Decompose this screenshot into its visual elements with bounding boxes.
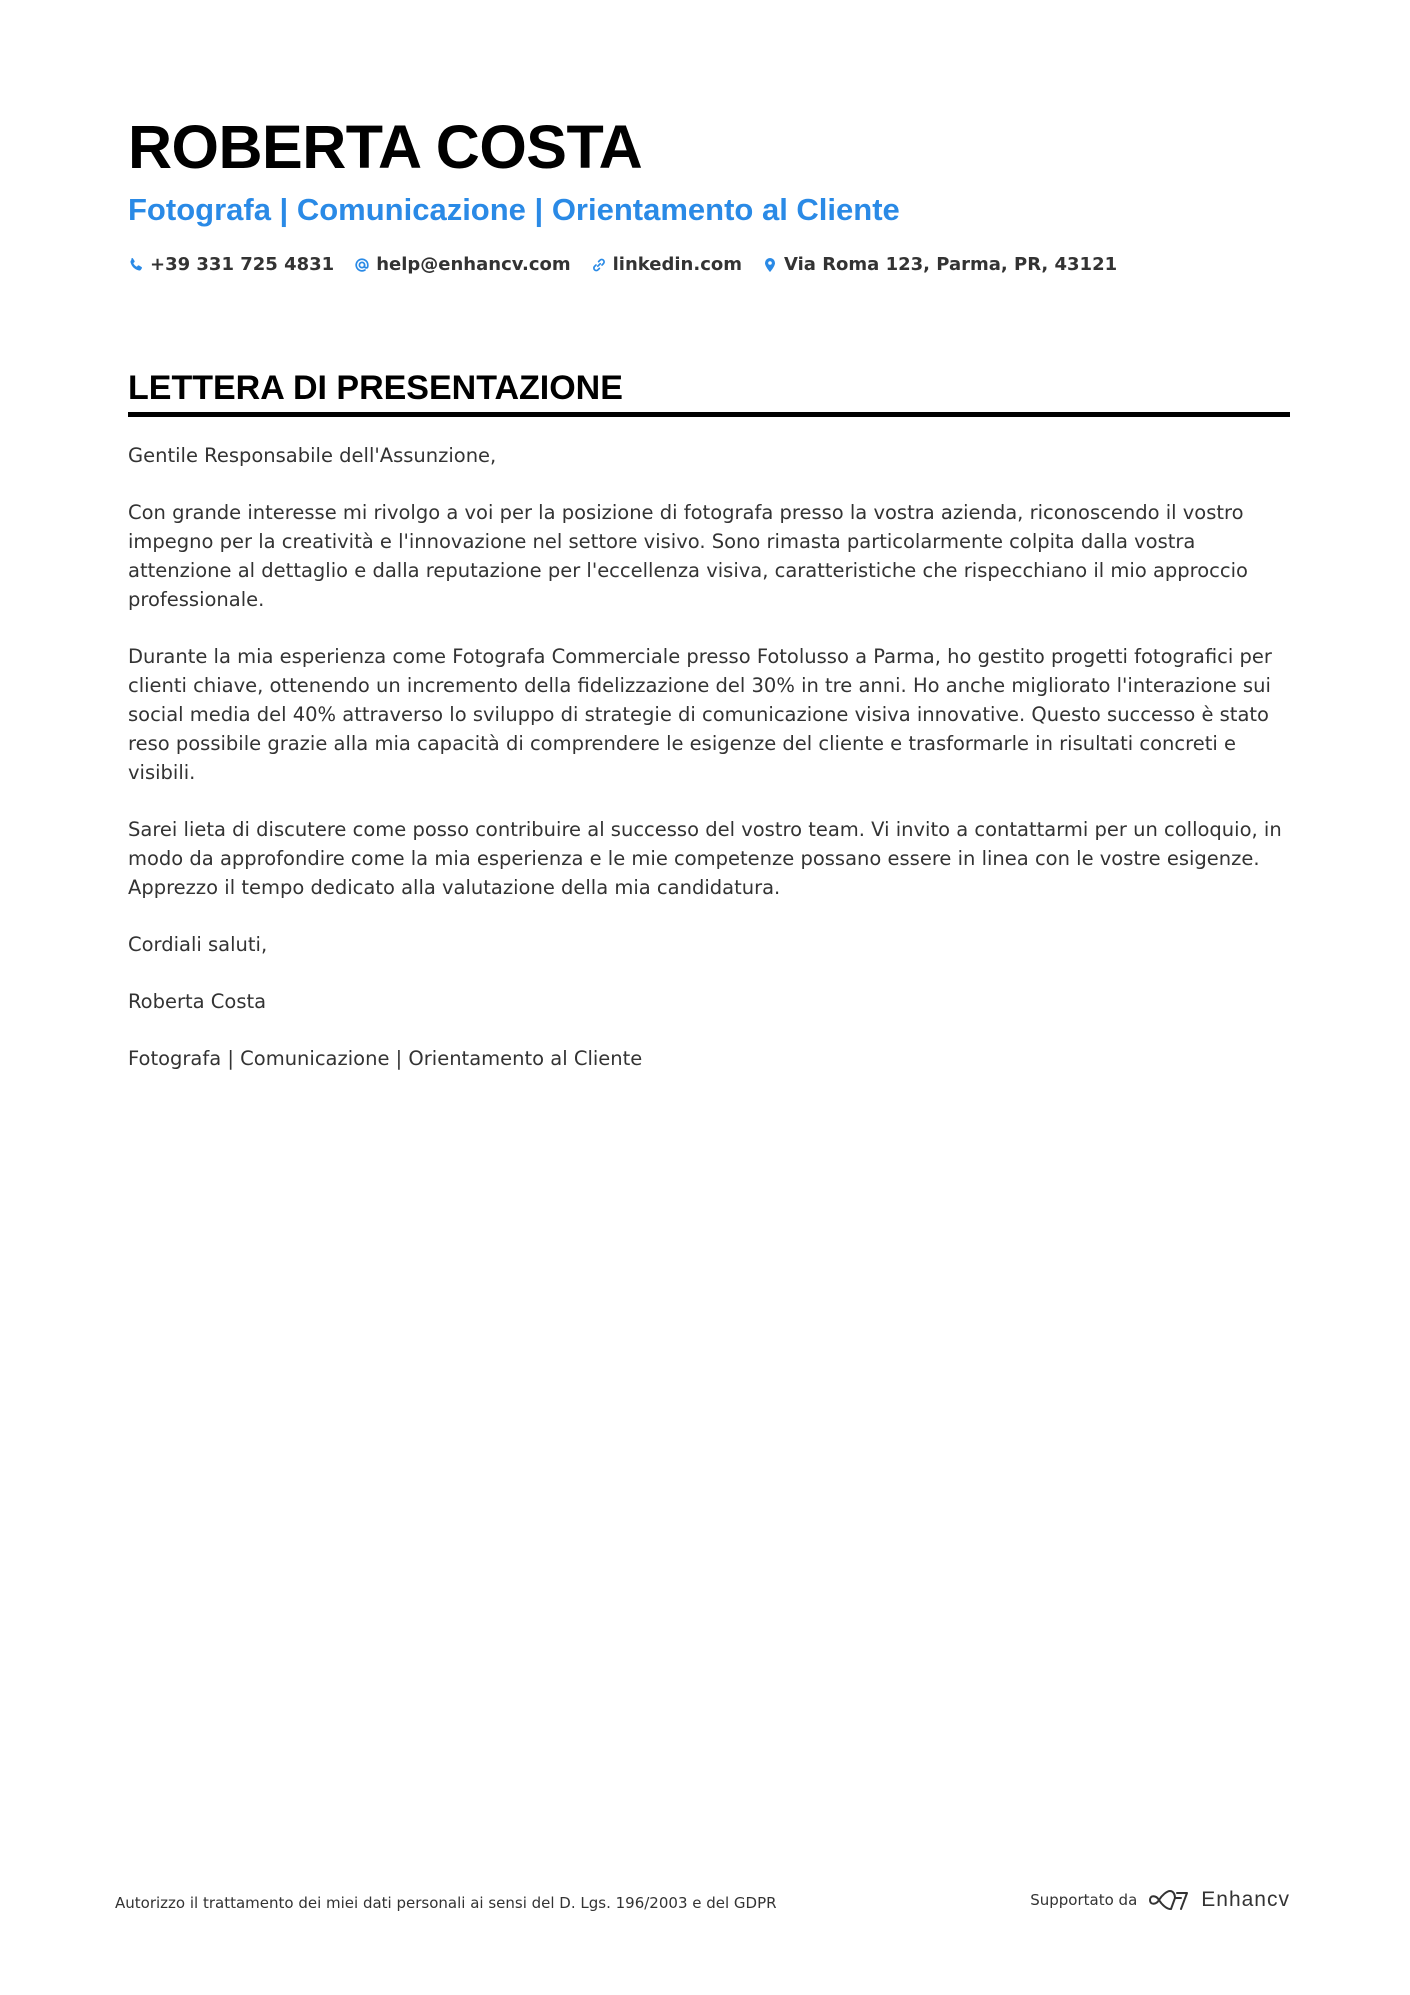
location-icon (762, 257, 778, 273)
signature-title: Fotografa | Comunicazione | Orientamento al Cliente (128, 1047, 643, 1070)
letter-paragraph: Durante la mia esperienza come Fotografa Commerciale presso Fotolusso a Parma, ho gestito progetti fotografici per clienti chiave, ottenendo un incremento della fidelizzazione del 30% in tre anni. Ho anche migliorato l'interazione sui social media del 40% attraverso lo sviluppo di strategie di comunicazione visiva innovative. Questo successo è stato reso possibile grazie alla mia capacità di comprendere le esigenze del cliente e trasformarle in risultati concreti e visibili. (128, 645, 1272, 784)
enhancv-logo-icon (1147, 1888, 1193, 1912)
at-icon (354, 257, 370, 273)
contact-email[interactable] (354, 254, 570, 275)
letter-greeting: Gentile Responsabile dell'Assunzione, (128, 444, 497, 467)
candidate-tagline: Fotografa | Comunicazione | Orientamento al Cliente (128, 192, 900, 227)
link-icon (591, 257, 607, 273)
linkedin-text: linkedin.com (612, 254, 742, 275)
contact-linkedin[interactable] (591, 254, 742, 275)
brand-logo[interactable] (1147, 1888, 1290, 1912)
privacy-consent: Autorizzo il trattamento dei miei dati personali ai sensi del D. Lgs. 196/2003 e del GDPR (115, 1894, 777, 1912)
letter-closing: Cordiali saluti, (128, 933, 268, 956)
address-text: Via Roma 123, Parma, PR, 43121 (784, 254, 1118, 275)
powered-by-label: Supportato da (1030, 1891, 1138, 1909)
contact-phone (128, 254, 334, 275)
letter-paragraph: Sarei lieta di discutere come posso contribuire al successo del vostro team. Vi invito a contattarmi per un colloquio, in modo da approfondire come la mia esperienza e le mie competenze possano essere in linea con le vostre esigenze. Apprezzo il tempo dedicato alla valutazione della mia candidatura. (128, 818, 1282, 899)
signature-name: Roberta Costa (128, 990, 267, 1013)
contact-address (762, 254, 1117, 275)
email-text: help@enhancv.com (376, 254, 571, 275)
letter-paragraph: Con grande interesse mi rivolgo a voi per la posizione di fotografa presso la vostra azienda, riconoscendo il vostro impegno per la creatività e l'innovazione nel settore visivo. Sono rimasta particolarmente colpita dalla vostra attenzione al dettaglio e dalla reputazione per l'eccellenza visiva, caratteristiche che rispecchiano il mio approccio professionale. (128, 501, 1248, 611)
phone-text: +39 331 725 4831 (150, 254, 335, 275)
phone-icon (128, 257, 144, 273)
candidate-name: ROBERTA COSTA (128, 113, 643, 181)
section-title: LETTERA DI PRESENTAZIONE (128, 366, 1290, 417)
contact-bar (128, 254, 1117, 275)
letter-body (128, 441, 1290, 1101)
brand-name: Enhancv (1201, 1888, 1290, 1911)
powered-by (1030, 1888, 1290, 1912)
